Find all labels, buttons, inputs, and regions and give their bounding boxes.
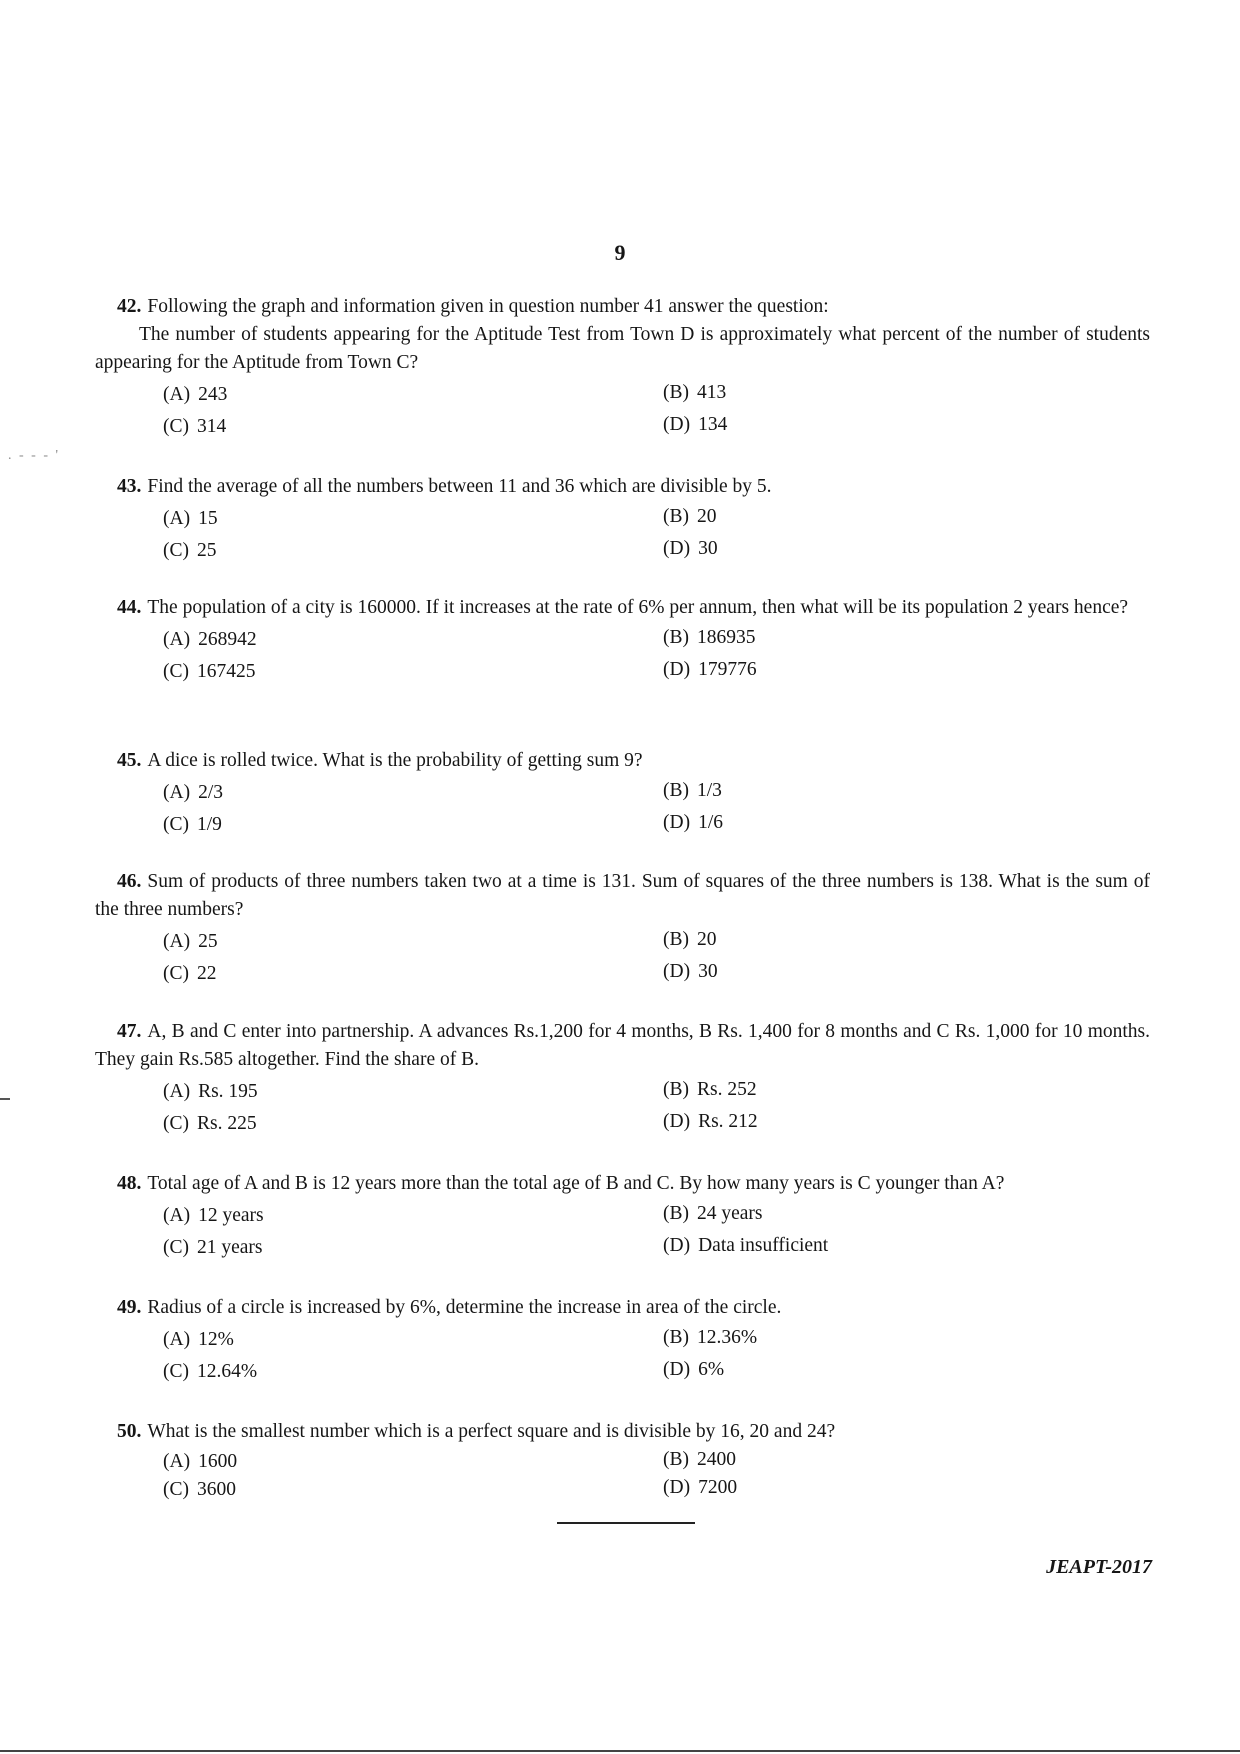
option-label: (B) [663,780,689,801]
option-value: 2/3 [198,782,223,803]
option-value: 24 years [697,1203,763,1224]
question-text [95,1018,1150,1074]
option-value: 12 years [198,1205,264,1226]
option-c [163,1234,263,1262]
option-c [163,1476,236,1504]
question-text [95,1294,1150,1322]
option-label: (B) [663,1327,689,1348]
option-c [163,537,217,565]
option-label: (D) [663,1111,691,1132]
question-stem: A, B and C enter into partnership. A advances Rs.1,200 for 4 months, B Rs. 1,400 for 8 months and C Rs. 1,000 for 10 months. They gain Rs.585 altogether. Find the share of B. [95,1021,1150,1070]
question-number: 44. [117,597,142,618]
question-42 [95,293,1150,443]
option-b [663,1200,763,1228]
option-label: (A) [163,782,191,803]
exam-code: JEAPT-2017 [1046,1556,1152,1578]
option-value: Rs. 195 [198,1081,258,1102]
option-label: (D) [663,659,691,680]
question-text [95,293,1150,377]
option-d [663,1356,724,1384]
option-value: 25 [198,931,218,952]
option-value: 134 [698,414,728,435]
question-48 [95,1170,1150,1264]
options [95,1076,1150,1140]
option-d [663,656,757,684]
option-a [163,928,218,956]
question-number: 45. [117,750,142,771]
option-value: 20 [697,506,717,527]
option-value: 314 [197,416,227,437]
option-c [163,960,217,988]
question-text [95,594,1150,622]
question-stem-continued: The number of students appearing for the Aptitude Test from Town D is approximately what percent of the number of students appearing for the Aptitude from Town C? [95,324,1150,373]
option-label: (B) [663,1449,689,1470]
option-b [663,624,756,652]
question-number: 43. [117,476,142,497]
option-value: 12.64% [197,1361,258,1382]
question-46 [95,868,1150,990]
option-value: Rs. 212 [698,1111,758,1132]
question-45 [95,747,1150,841]
option-label: (A) [163,931,191,952]
option-d [663,958,718,986]
question-stem: The population of a city is 160000. If it increases at the rate of 6% per annum, then what will be its population 2 years hence? [147,597,1129,618]
question-50 [95,1418,1150,1508]
option-a [163,381,227,409]
question-stem: Following the graph and information given in question number 41 answer the question: [147,296,829,317]
question-stem: A dice is rolled twice. What is the probability of getting sum 9? [147,750,643,771]
question-stem: What is the smallest number which is a perfect square and is divisible by 16, 20 and 24? [147,1421,836,1442]
option-label: (C) [163,1479,189,1500]
option-a [163,1202,264,1230]
question-text [95,1418,1150,1446]
question-stem: Sum of products of three numbers taken two at a time is 131. Sum of squares of the three numbers is 138. What is the sum of the three numbers? [95,871,1150,920]
question-text [95,1170,1150,1198]
option-a [163,1448,237,1476]
options [95,624,1150,688]
option-c [163,1110,257,1138]
question-49 [95,1294,1150,1388]
option-label: (B) [663,506,689,527]
option-a [163,779,223,807]
option-label: (C) [163,963,189,984]
option-label: (D) [663,961,691,982]
option-label: (A) [163,1081,191,1102]
option-b [663,1446,736,1474]
question-stem: Radius of a circle is increased by 6%, determine the increase in area of the circle. [147,1297,782,1318]
option-value: 15 [198,508,218,529]
question-number: 42. [117,296,142,317]
question-44 [95,594,1150,688]
question-text [95,747,1150,775]
question-number: 49. [117,1297,142,1318]
option-value: 12% [198,1329,234,1350]
option-value: 268942 [198,629,257,650]
option-value: Data insufficient [698,1235,829,1256]
option-value: 30 [698,538,718,559]
option-label: (B) [663,929,689,950]
scan-artifact-dash [0,1098,10,1100]
option-value: 3600 [197,1479,236,1500]
option-value: 25 [197,540,217,561]
option-d [663,809,723,837]
option-label: (B) [663,1203,689,1224]
option-label: (C) [163,1237,189,1258]
option-value: 2400 [697,1449,736,1470]
options [95,503,1150,567]
option-value: 186935 [697,627,756,648]
option-label: (A) [163,1451,191,1472]
options [95,1324,1150,1388]
option-b [663,926,717,954]
option-a [163,505,218,533]
option-label: (A) [163,629,191,650]
option-label: (A) [163,1329,191,1350]
option-d [663,1108,758,1136]
question-text [95,868,1150,924]
option-value: 7200 [698,1477,738,1498]
option-b [663,503,717,531]
page-number: 9 [614,240,626,265]
option-c [163,811,222,839]
option-value: 1/9 [197,814,222,835]
option-value: Rs. 225 [197,1113,257,1134]
option-b [663,1076,757,1104]
option-label: (B) [663,382,689,403]
option-b [663,1324,757,1352]
option-label: (C) [163,1361,189,1382]
question-number: 46. [117,871,142,892]
options [95,1200,1150,1264]
option-value: 167425 [197,661,256,682]
option-value: 1/3 [697,780,722,801]
option-label: (B) [663,627,689,648]
option-label: (D) [663,1359,691,1380]
option-label: (C) [163,1113,189,1134]
question-text [95,473,1150,501]
question-number: 48. [117,1173,142,1194]
option-c [163,658,256,686]
option-value: 179776 [698,659,757,680]
end-divider [557,1522,695,1524]
option-label: (A) [163,508,191,529]
question-stem: Total age of A and B is 12 years more than the total age of B and C. By how many years is C younger than A? [147,1173,1005,1194]
option-value: 6% [698,1359,725,1380]
option-value: 30 [698,961,718,982]
question-stem: Find the average of all the numbers between 11 and 36 which are divisible by 5. [147,476,772,497]
option-d [663,411,727,439]
option-value: 21 years [197,1237,263,1258]
option-value: Rs. 252 [697,1079,757,1100]
option-label: (C) [163,814,189,835]
option-label: (C) [163,416,189,437]
option-value: 20 [697,929,717,950]
option-c [163,413,226,441]
options [95,1448,1150,1508]
option-label: (A) [163,384,191,405]
options [95,379,1150,443]
options [95,926,1150,990]
option-label: (D) [663,812,691,833]
option-value: 1600 [198,1451,238,1472]
option-label: (D) [663,1235,691,1256]
option-label: (D) [663,1477,691,1498]
option-value: 243 [198,384,228,405]
option-label: (C) [163,661,189,682]
option-label: (D) [663,414,691,435]
option-label: (D) [663,538,691,559]
option-d [663,1232,828,1260]
question-43 [95,473,1150,567]
scan-artifact: . - - - ' [8,448,61,463]
page-bottom-rule [0,1750,1240,1752]
option-label: (C) [163,540,189,561]
option-value: 12.36% [697,1327,758,1348]
option-d [663,1474,737,1502]
option-a [163,1078,258,1106]
option-label: (B) [663,1079,689,1100]
option-value: 1/6 [698,812,723,833]
option-a [163,1326,234,1354]
question-47 [95,1018,1150,1140]
question-number: 50. [117,1421,142,1442]
options [95,777,1150,841]
option-c [163,1358,257,1386]
option-d [663,535,718,563]
option-value: 413 [697,382,727,403]
option-b [663,777,722,805]
option-value: 22 [197,963,217,984]
option-b [663,379,726,407]
option-a [163,626,257,654]
option-label: (A) [163,1205,191,1226]
question-number: 47. [117,1021,142,1042]
